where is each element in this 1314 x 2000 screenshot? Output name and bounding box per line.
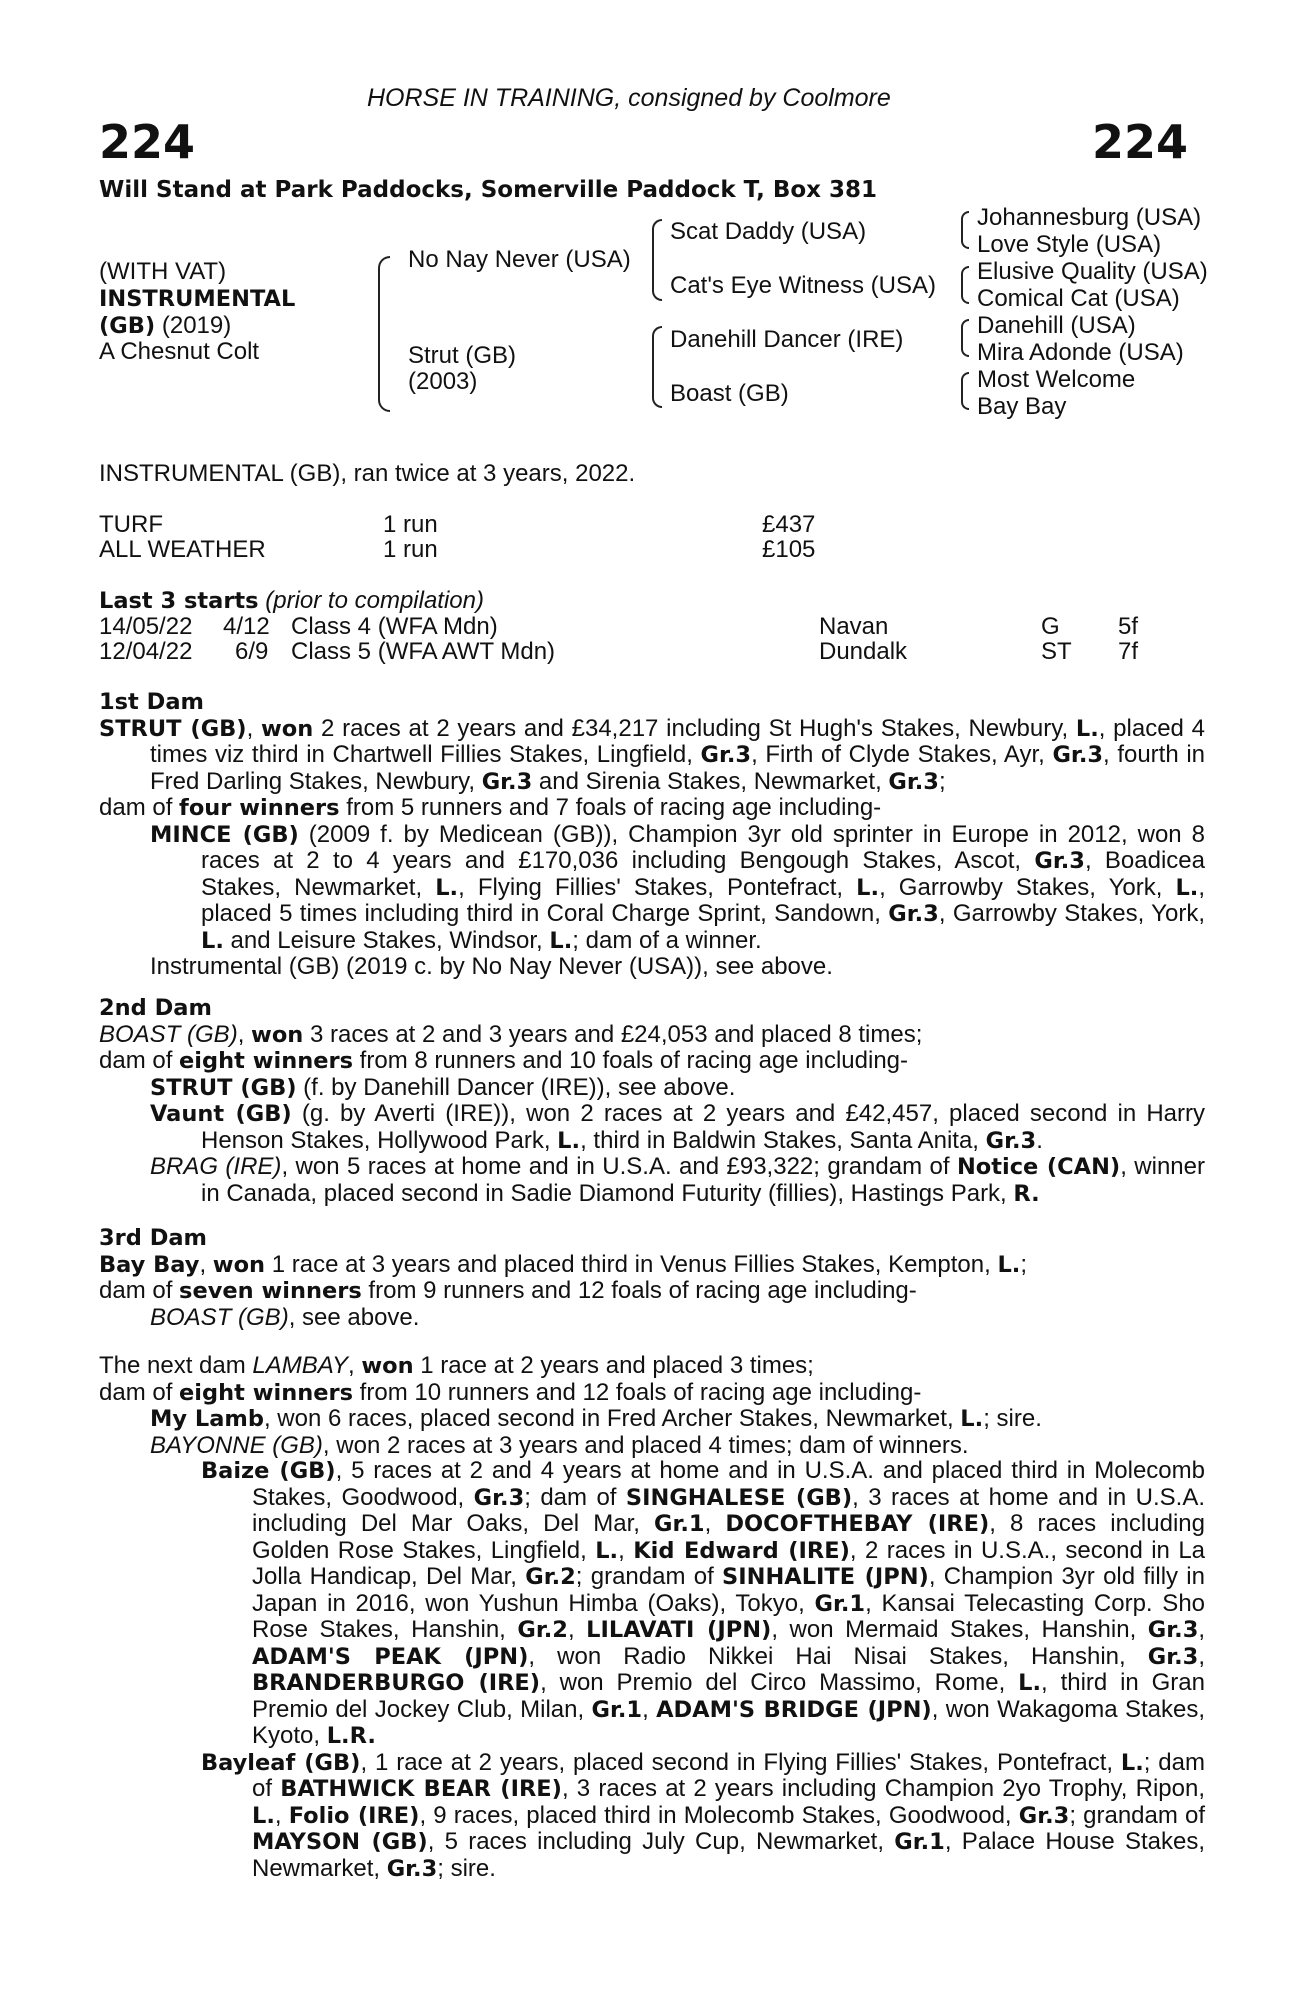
third-dam-record bbox=[99, 1252, 1205, 1279]
text: , see above. bbox=[288, 1303, 420, 1331]
pedigree-brace-main bbox=[378, 256, 390, 412]
stand-location: Will Stand at Park Paddocks, Somerville Paddock T, Box 381 bbox=[99, 177, 878, 203]
pedigree-ggs-8: Bay Bay bbox=[977, 393, 1067, 420]
grade: Gr.3 bbox=[1018, 1802, 1070, 1829]
next-dam-produce bbox=[99, 1380, 1205, 1407]
text: 3 races at 2 and 3 years and £24,053 and placed 8 times; bbox=[303, 1020, 923, 1048]
text: , bbox=[642, 1695, 657, 1723]
text: ; sire. bbox=[983, 1405, 1042, 1432]
text: ; grandam of bbox=[1069, 1801, 1206, 1829]
progeny-name: STRUT (GB) bbox=[150, 1074, 297, 1101]
pedigree-dam-year: (2003) bbox=[408, 368, 478, 395]
record-runs: 1 run bbox=[383, 511, 438, 538]
text: from 10 runners and 12 foals of racing age including- bbox=[353, 1378, 922, 1406]
pedigree-dam: Strut (GB) bbox=[408, 342, 517, 369]
pedigree-brace-sd bbox=[961, 266, 969, 304]
grade: L. bbox=[1120, 1749, 1144, 1776]
text: dam of bbox=[99, 794, 180, 821]
grade: L. bbox=[997, 1251, 1021, 1278]
horse-description: A Chesnut Colt bbox=[99, 338, 260, 365]
last-starts-title: Last 3 starts bbox=[99, 588, 259, 614]
horse-origin bbox=[99, 313, 295, 340]
grade: L. bbox=[435, 874, 459, 901]
progeny-name: ADAM'S BRIDGE (JPN) bbox=[656, 1696, 932, 1723]
third-dam-produce bbox=[99, 1278, 1205, 1305]
text: ; sire. bbox=[437, 1854, 496, 1882]
pedigree-ggs-3: Elusive Quality (USA) bbox=[977, 258, 1208, 285]
text: , Garrowby Stakes, York, bbox=[879, 873, 1176, 901]
text: ; grandam of bbox=[575, 1563, 723, 1590]
progeny-name: BAYONNE (GB) bbox=[150, 1431, 323, 1459]
text: and Sirenia Stakes, Newmarket, bbox=[532, 767, 889, 795]
start-position: 6/9 bbox=[235, 638, 269, 665]
grade: Gr.1 bbox=[591, 1696, 643, 1723]
pedigree-ggs-7: Most Welcome bbox=[977, 366, 1136, 393]
pedigree-brace-sire bbox=[652, 219, 662, 301]
text: from 8 runners and 10 foals of racing age including- bbox=[353, 1047, 909, 1074]
next-dam-section bbox=[99, 1353, 1205, 1882]
grade: Gr.3 bbox=[473, 1484, 525, 1511]
text: , 2 races in U.S.A., second in La Jolla Handicap, Del Mar, bbox=[252, 1536, 1206, 1590]
progeny-name: Notice (CAN) bbox=[956, 1154, 1121, 1180]
grade: L. bbox=[557, 1127, 581, 1154]
pedigree-dam-sire: Danehill Dancer (IRE) bbox=[670, 326, 904, 353]
pedigree-brace-dam bbox=[652, 326, 662, 408]
dam-name: Bay Bay bbox=[99, 1251, 200, 1278]
grade: Gr.3 bbox=[1147, 1617, 1199, 1643]
pedigree-brace-ds bbox=[961, 319, 969, 357]
horse-block bbox=[99, 259, 295, 365]
text: , Firth of Clyde Stakes, Ayr, bbox=[751, 741, 1053, 768]
text: , bbox=[348, 1352, 362, 1379]
winners-count: eight winners bbox=[179, 1379, 354, 1406]
first-dam-record: STRUT (GB), won 2 races at 2 years and £34,217 including St Hugh's Stakes, Newbury, L., placed 4 times viz third in Chartwell Fillies Stakes, Lingfield, Gr.3, Firth of Clyde Stakes, Ayr, Gr.3, fourth in Fred Darling Stakes, Newbury, Gr.3 and Sirenia Stakes, Newmarket, Gr.3; bbox=[99, 714, 1205, 795]
text: , Kansai Telecasting Corp. Sho Rose Stakes, Hanshin, bbox=[252, 1589, 1206, 1643]
grade: Gr.3 bbox=[888, 768, 939, 795]
start-course: Dundalk bbox=[819, 638, 908, 665]
text: from 9 runners and 12 foals of racing age including- bbox=[361, 1277, 917, 1304]
grade: Gr.1 bbox=[654, 1511, 705, 1537]
text: (g. by Averti (IRE)), won 2 races at 2 years and £42,457, placed second in Harry Henson Stakes, Hollywood Park, bbox=[201, 1100, 1205, 1154]
text: (f. by Danehill Dancer (IRE)), see above. bbox=[296, 1073, 736, 1101]
text: , won Wakagoma Stakes, Kyoto, bbox=[252, 1695, 1205, 1749]
text: dam of bbox=[99, 1277, 180, 1304]
pedigree-ggs-1: Johannesburg (USA) bbox=[977, 204, 1202, 231]
third-dam-section bbox=[99, 1226, 1205, 1330]
last-starts-heading bbox=[99, 588, 484, 615]
text: , placed 4 times viz third in Chartwell Fillies Stakes, Lingfield, bbox=[150, 714, 1205, 768]
record-prize: £105 bbox=[762, 536, 816, 563]
text: , bbox=[1198, 1616, 1206, 1643]
progeny-name: SINGHALESE (GB) bbox=[625, 1484, 853, 1511]
start-distance: 7f bbox=[1118, 638, 1139, 665]
text: . bbox=[1036, 1126, 1043, 1154]
won-word: won bbox=[361, 1353, 414, 1379]
progeny-name: BATHWICK BEAR (IRE) bbox=[280, 1776, 562, 1802]
start-going: ST bbox=[1041, 638, 1072, 665]
grade: Gr.2 bbox=[517, 1617, 568, 1643]
text: , bbox=[274, 1801, 289, 1829]
winners-count: four winners bbox=[179, 795, 340, 821]
text: ; dam of a winner. bbox=[572, 926, 762, 954]
text: , fourth in Fred Darling Stakes, Newbury, bbox=[150, 741, 1205, 795]
start-date: 14/05/22 bbox=[99, 613, 193, 640]
grade: L. bbox=[856, 874, 880, 901]
progeny-name: Kid Edward (IRE) bbox=[633, 1537, 850, 1564]
winners-count: eight winners bbox=[179, 1048, 354, 1074]
text: , bbox=[567, 1616, 587, 1643]
progeny-name: BRANDERBURGO (IRE) bbox=[252, 1670, 541, 1696]
text: , 5 races including July Cup, Newmarket, bbox=[427, 1828, 895, 1855]
progeny-name: Vaunt (GB) bbox=[150, 1101, 292, 1127]
text: ; dam of bbox=[524, 1483, 626, 1511]
record-prize: £437 bbox=[762, 511, 816, 538]
grade: Gr.3 bbox=[386, 1855, 438, 1882]
grade: Gr.3 bbox=[1052, 742, 1104, 768]
progeny-name: LILAVATI (JPN) bbox=[586, 1617, 772, 1643]
next-dam-progeny-mylamb bbox=[99, 1406, 1205, 1433]
text: ; bbox=[938, 767, 946, 795]
text: , Palace House Stakes, Newmarket, bbox=[252, 1828, 1206, 1882]
race-summary: INSTRUMENTAL (GB), ran twice at 3 years, 2022. bbox=[99, 460, 636, 487]
last-starts-note: (prior to compilation) bbox=[265, 587, 484, 614]
start-course: Navan bbox=[819, 613, 889, 640]
record-surface: TURF bbox=[99, 511, 163, 538]
grade: L. bbox=[595, 1537, 619, 1564]
first-dam-section bbox=[99, 690, 1205, 980]
text: and Leisure Stakes, Windsor, bbox=[223, 926, 550, 954]
text: , third in Baldwin Stakes, Santa Anita, bbox=[580, 1126, 986, 1154]
text: , 8 races including Golden Rose Stakes, Lingfield, bbox=[252, 1510, 1205, 1564]
progeny-name: DOCOFTHEBAY (IRE) bbox=[725, 1511, 990, 1537]
text: ; bbox=[1020, 1250, 1028, 1278]
grade: L. bbox=[549, 927, 573, 954]
text: , Champion 3yr old filly in Japan in 2016, won Yushun Himba (Oaks), Tokyo, bbox=[252, 1563, 1205, 1617]
pedigree-ggs-6: Mira Adonde (USA) bbox=[977, 339, 1184, 366]
text: , bbox=[199, 1250, 213, 1278]
start-position: 4/12 bbox=[223, 613, 270, 640]
progeny-name: ADAM'S PEAK (JPN) bbox=[252, 1643, 529, 1670]
progeny-name: Folio (IRE) bbox=[288, 1802, 420, 1829]
second-dam-progeny-brag bbox=[99, 1154, 1205, 1207]
grade: Gr.1 bbox=[894, 1829, 945, 1855]
grade: L.R. bbox=[326, 1723, 376, 1749]
text: 1 race at 2 years and placed 3 times; bbox=[413, 1352, 814, 1379]
grade: Gr.3 bbox=[481, 768, 533, 795]
first-dam-progeny-instrumental: Instrumental (GB) (2019 c. by No Nay Never (USA)), see above. bbox=[150, 953, 833, 980]
grade: L. bbox=[1018, 1670, 1042, 1696]
progeny-name: MAYSON (GB) bbox=[252, 1829, 428, 1855]
text: , won 2 races at 3 years and placed 4 times; dam of winners. bbox=[322, 1431, 969, 1459]
start-class: Class 4 (WFA Mdn) bbox=[291, 613, 498, 640]
text: , Flying Fillies' Stakes, Pontefract, bbox=[458, 873, 857, 901]
won-word: won bbox=[251, 1021, 304, 1048]
won-word: won bbox=[261, 715, 314, 742]
next-dam-progeny-bayleaf bbox=[99, 1750, 1205, 1883]
text: from 5 runners and 7 foals of racing age including- bbox=[339, 794, 882, 821]
text: , third in Gran Premio del Jockey Club, Milan, bbox=[252, 1669, 1205, 1723]
text: , bbox=[704, 1510, 726, 1537]
grade: L. bbox=[201, 927, 224, 954]
text: 2 races at 2 years and £34,217 including St Hugh's Stakes, Newbury, bbox=[313, 714, 1076, 742]
dam-name: BOAST (GB) bbox=[99, 1020, 238, 1048]
start-distance: 5f bbox=[1118, 613, 1139, 640]
first-dam-progeny-mince bbox=[99, 822, 1205, 955]
pedigree-sire-dam: Cat's Eye Witness (USA) bbox=[670, 272, 936, 299]
pedigree-ggs-5: Danehill (USA) bbox=[977, 312, 1136, 339]
text: , bbox=[1198, 1642, 1205, 1670]
second-dam-progeny-vaunt bbox=[99, 1101, 1205, 1154]
consignment-line: HORSE IN TRAINING, consigned by Coolmore bbox=[367, 84, 891, 112]
progeny-name: BOAST (GB) bbox=[150, 1303, 289, 1331]
text: , won 5 races at home and in U.S.A. and £93,322; grandam of bbox=[281, 1153, 957, 1180]
third-dam-heading: 3rd Dam bbox=[99, 1225, 207, 1251]
pedigree-brace-dd bbox=[961, 372, 969, 410]
pedigree-ggs-4: Comical Cat (USA) bbox=[977, 285, 1180, 312]
grade: Gr.3 bbox=[1034, 848, 1085, 874]
text: The next dam bbox=[99, 1352, 253, 1379]
text: , placed 5 times including third in Coral Charge Sprint, Sandown, bbox=[201, 873, 1206, 927]
progeny-name: Bayleaf (GB) bbox=[201, 1749, 361, 1776]
second-dam-record bbox=[99, 1022, 1205, 1049]
grade: Gr.1 bbox=[814, 1590, 866, 1617]
next-dam-record bbox=[99, 1353, 1205, 1380]
lot-number-right: 224 bbox=[1092, 115, 1189, 169]
second-dam-produce bbox=[99, 1048, 1205, 1075]
next-dam-progeny-bayonne bbox=[99, 1433, 1205, 1459]
progeny-name: My Lamb bbox=[150, 1406, 264, 1432]
record-runs: 1 run bbox=[383, 536, 438, 563]
text: , won Radio Nikkei Hai Nisai Stakes, Hanshin, bbox=[528, 1642, 1148, 1670]
second-dam-heading: 2nd Dam bbox=[99, 995, 212, 1021]
third-dam-progeny-boast bbox=[99, 1305, 1205, 1331]
start-date: 12/04/22 bbox=[99, 638, 193, 665]
grade: L. bbox=[1075, 715, 1099, 742]
record-surface: ALL WEATHER bbox=[99, 536, 266, 563]
grade: Gr.3 bbox=[888, 901, 939, 927]
grade: Gr.3 bbox=[700, 742, 752, 768]
lot-number-left: 224 bbox=[99, 115, 196, 169]
winners-count: seven winners bbox=[179, 1278, 362, 1304]
won-word: won bbox=[212, 1251, 266, 1278]
pedigree-brace-ss bbox=[961, 211, 969, 249]
second-dam-section bbox=[99, 996, 1205, 1207]
progeny-name: SINHALITE (JPN) bbox=[722, 1564, 929, 1590]
text: , 3 races at 2 years including Champion 2yo Trophy, Ripon, bbox=[561, 1775, 1205, 1802]
horse-year: (2019) bbox=[161, 311, 232, 339]
text: dam of bbox=[99, 1378, 180, 1406]
pedigree-sire: No Nay Never (USA) bbox=[408, 246, 631, 273]
grade: L. bbox=[252, 1802, 275, 1829]
vat-label: (WITH VAT) bbox=[99, 258, 227, 285]
progeny-name: BRAG (IRE) bbox=[150, 1153, 282, 1180]
grade: Gr.2 bbox=[525, 1564, 576, 1590]
text: , 9 races, placed third in Molecomb Stakes, Goodwood, bbox=[419, 1801, 1019, 1829]
horse-country: (GB) bbox=[99, 312, 156, 339]
grade: Gr.3 bbox=[985, 1127, 1037, 1154]
grade: R. bbox=[1013, 1180, 1040, 1207]
grade: L. bbox=[1175, 874, 1199, 901]
text: (2009 f. by Medicean (GB)), Champion 3yr old sprinter in Europe in 2012, won 8 races at 2 to 4 years and £170,036 including Bengough Stakes, Ascot, bbox=[201, 820, 1205, 874]
first-dam-produce bbox=[99, 795, 1205, 822]
start-class: Class 5 (WFA AWT Mdn) bbox=[291, 638, 556, 665]
text: , 3 races at home and in U.S.A. including Del Mar Oaks, Del Mar, bbox=[252, 1483, 1205, 1537]
text: dam of bbox=[99, 1047, 180, 1074]
dam-name: STRUT (GB) bbox=[99, 715, 247, 742]
pedigree-sire-sire: Scat Daddy (USA) bbox=[670, 218, 867, 245]
progeny-name: Baize (GB) bbox=[201, 1458, 336, 1484]
start-going: G bbox=[1041, 613, 1060, 640]
text: , won Premio del Circo Massimo, Rome, bbox=[540, 1669, 1019, 1696]
text: , bbox=[618, 1536, 634, 1564]
progeny-name: MINCE (GB) bbox=[150, 821, 299, 848]
next-dam-progeny-baize bbox=[99, 1458, 1205, 1750]
text: , won Mermaid Stakes, Hanshin, bbox=[771, 1616, 1148, 1643]
grade: L. bbox=[960, 1406, 984, 1432]
grade: Gr.3 bbox=[1147, 1643, 1199, 1670]
text: , won 6 races, placed second in Fred Archer Stakes, Newmarket, bbox=[263, 1405, 961, 1432]
dam-name: LAMBAY bbox=[252, 1352, 349, 1379]
text: ; dam of bbox=[252, 1748, 1205, 1802]
second-dam-progeny-strut bbox=[99, 1075, 1205, 1102]
text: , bbox=[237, 1020, 252, 1048]
pedigree-ggs-2: Love Style (USA) bbox=[977, 231, 1162, 258]
text: , Boadicea Stakes, Newmarket, bbox=[201, 847, 1205, 901]
text: , 5 races at 2 and 4 years at home and in U.S.A. and placed third in Molecomb Stakes, Goodwood, bbox=[252, 1457, 1205, 1511]
text: 1 race at 3 years and placed third in Venus Fillies Stakes, Kempton, bbox=[265, 1250, 998, 1278]
horse-name: INSTRUMENTAL bbox=[99, 285, 296, 312]
first-dam-heading: 1st Dam bbox=[99, 689, 204, 715]
pedigree-dam-dam: Boast (GB) bbox=[670, 380, 789, 407]
text: , winner in Canada, placed second in Sadie Diamond Futurity (fillies), Hastings Park, bbox=[201, 1153, 1205, 1207]
text: , Garrowby Stakes, York, bbox=[938, 900, 1205, 927]
text: , 1 race at 2 years, placed second in Flying Fillies' Stakes, Pontefract, bbox=[360, 1748, 1121, 1776]
